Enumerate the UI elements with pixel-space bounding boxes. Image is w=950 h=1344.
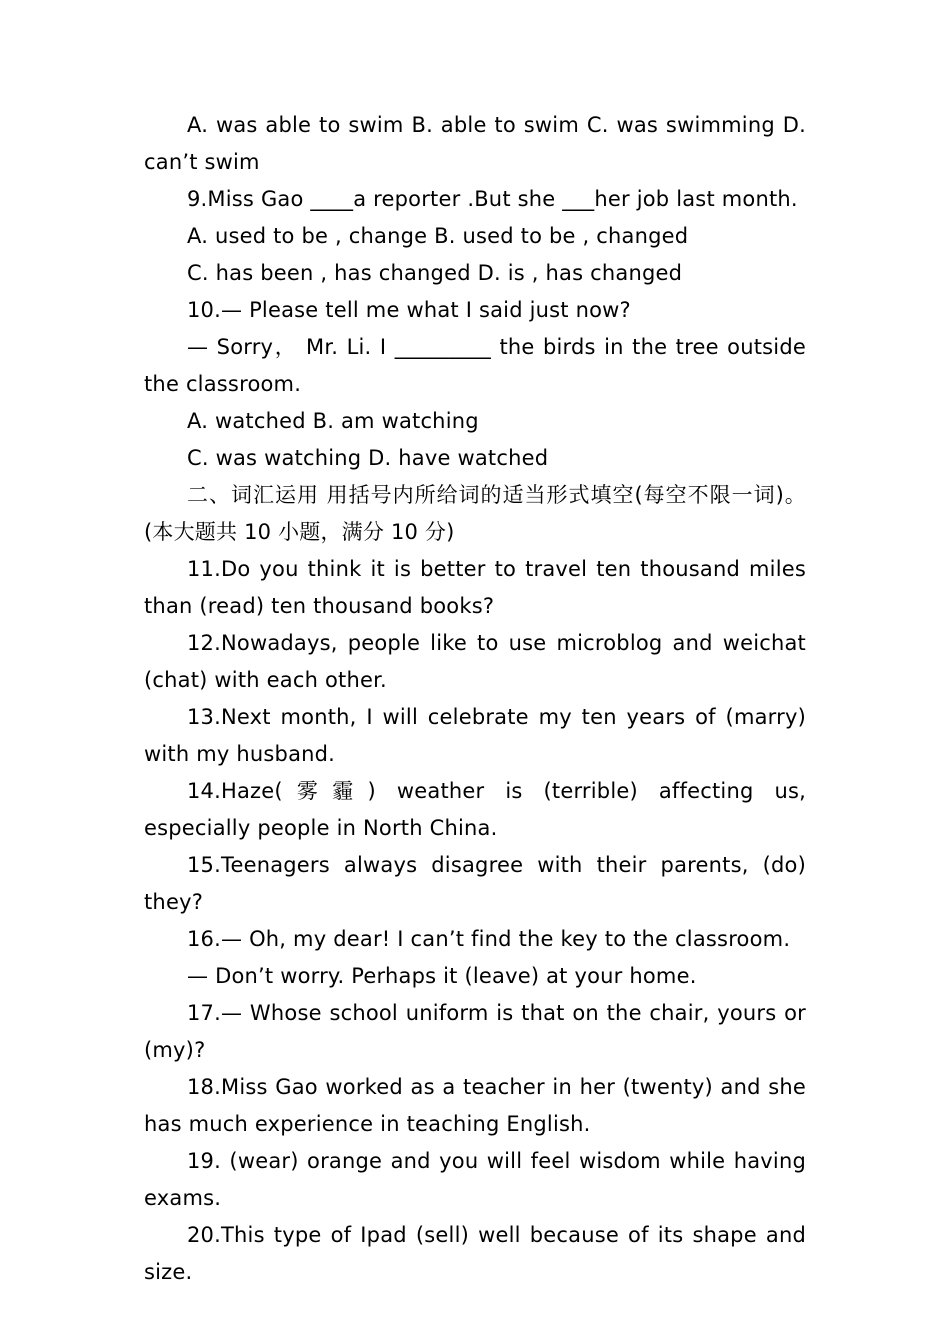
question-9: 9.Miss Gao ____a reporter .But she ___her job last month. bbox=[187, 187, 798, 211]
option-line-10b: C. was watching D. have watched bbox=[187, 446, 549, 470]
question-10: 10.— Please tell me what I said just now? bbox=[187, 298, 631, 322]
option-line-8: A. was able to swim B. able to swim C. was swimming D. can’t swim bbox=[144, 113, 806, 174]
question-13: 13.Next month, I will celebrate my ten years of (marry) with my husband. bbox=[144, 705, 806, 766]
question-17: 17.— Whose school uniform is that on the chair, yours or (my)? bbox=[144, 1001, 806, 1062]
question-15: 15.Teenagers always disagree with their parents, (do) they? bbox=[144, 853, 806, 914]
option-line-9b: C. has been , has changed D. is , has changed bbox=[187, 261, 683, 285]
question-18: 18.Miss Gao worked as a teacher in her (twenty) and she has much experience in teaching English. bbox=[144, 1075, 806, 1136]
option-line-10a: A. watched B. am watching bbox=[187, 409, 479, 433]
question-19: 19. (wear) orange and you will feel wisdom while having exams. bbox=[144, 1149, 806, 1210]
question-11: 11.Do you think it is better to travel ten thousand miles than (read) ten thousand books? bbox=[144, 557, 806, 618]
question-16: 16.— Oh, my dear! I can’t find the key to the classroom. bbox=[187, 927, 791, 951]
section-heading: 二、词汇运用 用括号内所给词的适当形式填空(每空不限一词)。(本大题共 10 小题，满分 10 分) bbox=[144, 483, 806, 544]
question-14: 14.Haze(雾霾) weather is (terrible) affecting us, especially people in North China. bbox=[144, 779, 806, 840]
question-12: 12.Nowadays, people like to use microblog and weichat (chat) with each other. bbox=[144, 631, 806, 692]
option-line-9a: A. used to be , change B. used to be , changed bbox=[187, 224, 689, 248]
question-16-reply: — Don’t worry. Perhaps it (leave) at your home. bbox=[187, 964, 697, 988]
document-page bbox=[144, 107, 806, 1291]
question-10-reply: — Sorry， Mr. Li. I _________ the birds in the tree outside the classroom. bbox=[144, 335, 806, 396]
question-20: 20.This type of Ipad (sell) well because of its shape and size. bbox=[144, 1223, 806, 1284]
